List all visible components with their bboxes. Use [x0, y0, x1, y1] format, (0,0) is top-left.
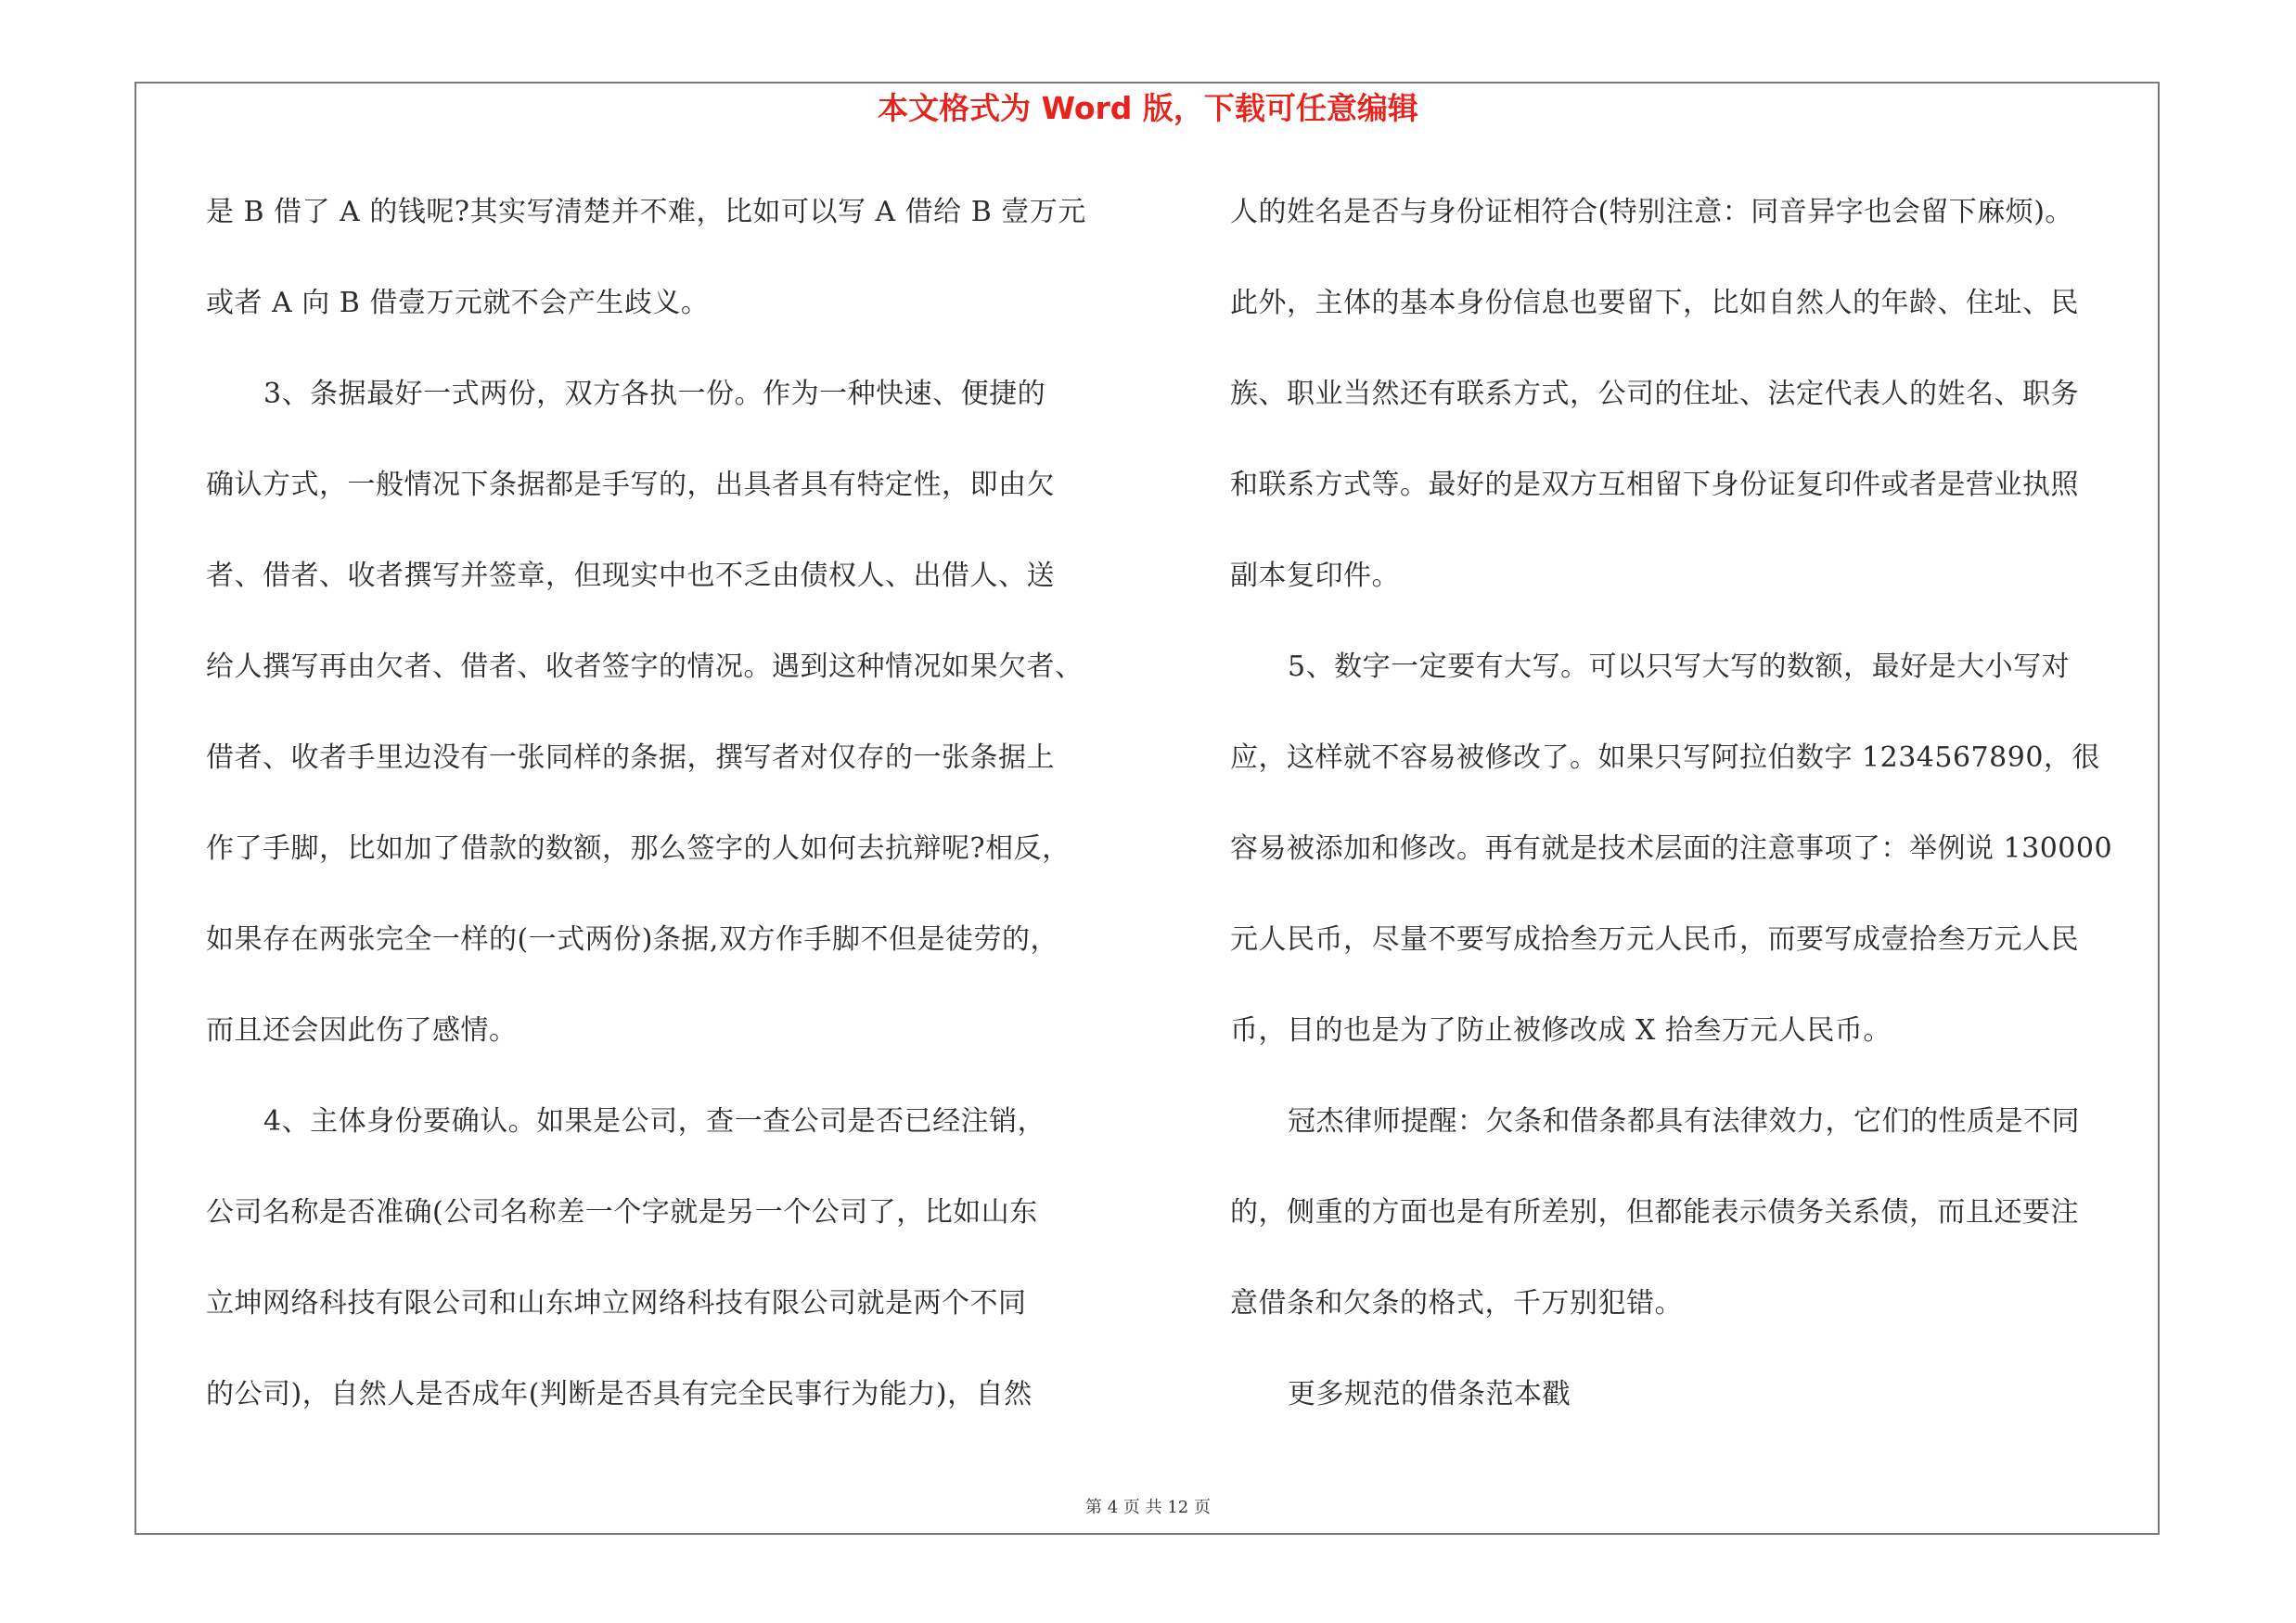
text-line: 而且还会因此伤了感情。 [206, 1014, 518, 1047]
text-line: 意借条和欠条的格式，千万别犯错。 [1230, 1287, 1683, 1320]
text-line: 5、数字一定要有大写。可以只写大写的数额，最好是大小写对 [1288, 650, 2071, 683]
left-text-column [206, 186, 1143, 1459]
text-line: 4、主体身份要确认。如果是公司，查一查公司是否已经注销， [263, 1105, 1046, 1138]
text-line: 元人民币，尽量不要写成拾叁万元人民币，而要写成壹拾叁万元人民 [1230, 923, 2079, 956]
text-line: 作了手脚，比如加了借款的数额，那么签字的人如何去抗辩呢?相反， [206, 832, 1071, 865]
text-line: 族、职业当然还有联系方式，公司的住址、法定代表人的姓名、职务 [1230, 378, 2079, 410]
text-line: 给人撰写再由欠者、借者、收者签字的情况。遇到这种情况如果欠者、 [206, 650, 1084, 683]
right-text-column [1230, 186, 2167, 1459]
text-line: 的，侧重的方面也是有所差别，但都能表示债务关系债，而且还要注 [1230, 1196, 2079, 1229]
text-line: 和联系方式等。最好的是双方互相留下身份证复印件或者是营业执照 [1230, 469, 2079, 501]
text-line: 应，这样就不容易被修改了。如果只写阿拉伯数字 1234567890，很 [1230, 741, 2100, 774]
text-line: 是 B 借了 A 的钱呢?其实写清楚并不难，比如可以写 A 借给 B 壹万元 [206, 196, 1086, 228]
text-line: 容易被添加和修改。再有就是技术层面的注意事项了：举例说 130000 [1230, 832, 2113, 865]
text-line: 币，目的也是为了防止被修改成 X 拾叁万元人民币。 [1230, 1014, 1892, 1047]
format-notice-banner: 本文格式为 Word 版，下载可任意编辑 [878, 90, 1418, 126]
text-line: 如果存在两张完全一样的(一式两份)条据,双方作手脚不但是徒劳的， [206, 923, 1058, 956]
text-line: 公司名称是否准确(公司名称差一个字就是另一个公司了，比如山东 [206, 1196, 1038, 1229]
text-line: 人的姓名是否与身份证相符合(特别注意：同音异字也会留下麻烦)。 [1230, 196, 2073, 228]
text-line: 此外，主体的基本身份信息也要留下，比如自然人的年龄、住址、民 [1230, 287, 2079, 319]
text-line: 冠杰律师提醒：欠条和借条都具有法律效力，它们的性质是不同 [1288, 1105, 2080, 1138]
text-line: 确认方式，一般情况下条据都是手写的，出具者具有特定性，即由欠 [206, 469, 1055, 501]
text-line: 借者、收者手里边没有一张同样的条据，撰写者对仅存的一张条据上 [206, 741, 1055, 774]
text-line: 的公司)，自然人是否成年(判断是否具有完全民事行为能力)，自然 [206, 1378, 1033, 1410]
text-line: 或者 A 向 B 借壹万元就不会产生歧义。 [206, 287, 710, 319]
text-line: 立坤网络科技有限公司和山东坤立网络科技有限公司就是两个不同 [206, 1287, 1027, 1320]
text-line: 3、条据最好一式两份，双方各执一份。作为一种快速、便捷的 [263, 378, 1046, 410]
text-line: 者、借者、收者撰写并签章，但现实中也不乏由债权人、出借人、送 [206, 560, 1055, 592]
text-line: 更多规范的借条范本戳 [1288, 1378, 1571, 1410]
text-line: 副本复印件。 [1230, 560, 1400, 592]
page-number-footer: 第 4 页 共 12 页 [1085, 1498, 1211, 1517]
